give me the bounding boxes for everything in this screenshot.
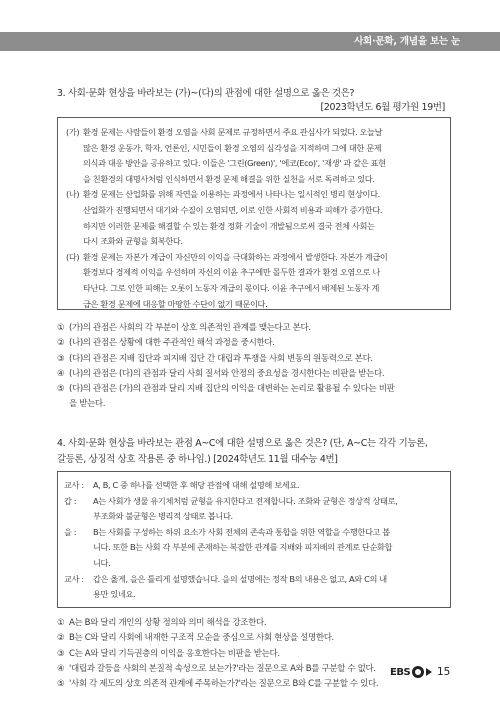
choice-text: (가)의 관점은 사회의 각 부분이 상호 의존적인 관계를 맺는다고 본다.: [69, 323, 311, 333]
dialogue-line: 니다. 또한 B는 사회 각 부분에 존재하는 복잡한 관계를 지배와 피지배의 관계로 단순화합: [93, 542, 393, 553]
choice-3[interactable]: [57, 647, 378, 662]
question-3-passage-box: [57, 117, 451, 310]
dialogue-line: 부조화와 불균형은 병리적 상태로 봅니다.: [93, 511, 233, 522]
passage-line: 의식과 대응 방안을 공유하고 있다. 이들은 '그린(Green)', '에코(Eco)', '재생' 과 같은 표현: [83, 158, 386, 169]
passage-line: 산업화가 진행되면서 대기와 수질이 오염되면, 이로 인한 사회적 비용과 피해가 증가한다.: [83, 204, 383, 215]
passage-da: [66, 250, 450, 312]
ebs-logo: [390, 665, 432, 679]
choice-number: ④: [57, 368, 65, 379]
speaker-label: 을 :: [64, 526, 77, 537]
choice-text: B는 C와 달리 사회에 내재한 구조적 모순을 중심으로 사회 현상을 설명한다.: [69, 633, 334, 644]
choice-4[interactable]: [57, 367, 394, 382]
speaker-label: 갑 :: [64, 495, 77, 506]
passage-line: 타난다. 그로 인한 피해는 오롯이 노동자 계급의 몫이다. 이윤 추구에서 배제된 노동자 계: [83, 282, 380, 293]
question-4-choices: [57, 616, 378, 692]
choice-3[interactable]: [57, 352, 394, 367]
passage-line: 하지만 이러한 문제를 해결할 수 있는 환경 정화 기술이 개발됨으로써 결국 전체 사회는: [83, 220, 375, 231]
choice-1[interactable]: [57, 616, 378, 631]
question-4-dialogue-box: [57, 471, 451, 608]
ebs-logo-text: EBS: [390, 666, 411, 678]
dialogue-line: 니다.: [93, 557, 111, 568]
page-number: 15: [437, 666, 451, 678]
choice-5[interactable]: [57, 677, 378, 692]
passage-line: 환경보다 경제적 이익을 우선하며 자신의 이윤 추구에만 몰두한 결과가 환경 오염으로 나: [83, 267, 380, 278]
choice-text: C는 A와 달리 기득권층의 이익을 옹호한다는 비판을 받는다.: [69, 648, 280, 659]
choice-text: '사회 각 제도의 상호 의존적 관계에 주목하는가?'라는 질문으로 B와 C를 구분할 수 있다.: [69, 679, 379, 690]
passage-line: 급은 환경 문제에 대응할 마땅한 수단이 없기 때문이다.: [83, 298, 268, 309]
question-3-title: 3. 사회·문화 현상을 바라보는 (가)~(다)의 관점에 대한 설명으로 옳은 것은?: [57, 88, 355, 99]
dialogue-line: B는 사회를 구성하는 하위 요소가 사회 전체의 존속과 통합을 위한 역할을 수행한다고 봅: [93, 526, 390, 537]
passage-line: 환경 문제는 자본가 계급이 자신만의 이익을 극대화하는 과정에서 발생한다. 자본가 계급이: [83, 251, 388, 262]
choice-text: (다)의 관점은 지배 집단과 피지배 집단 간 대립과 투쟁을 사회 변동의 원동력으로 본다.: [69, 353, 373, 364]
choice-text: (나)의 관점은 (다)의 관점과 달리 사회 질서와 안정의 중요성을 경시한다는 비판을 받는다.: [69, 368, 385, 379]
dialogue-teacher-1: [64, 478, 450, 494]
dialogue-line: A, B, C 중 하나를 선택한 후 해당 관점에 대해 설명해 보세요.: [93, 480, 300, 490]
passage-ga: [66, 125, 450, 187]
dialogue-line: 갑은 옳게, 을은 틀리게 설명했습니다. 을의 설명에는 정작 B의 내용은 없고, A와 C의 내: [93, 573, 387, 584]
choice-text: '대립과 갈등을 사회의 본질적 속성으로 보는가?'라는 질문으로 A와 B를 구분할 수 없다.: [69, 663, 376, 674]
choice-5[interactable]: [57, 382, 394, 413]
passage-lead: (나): [66, 189, 80, 200]
choice-2[interactable]: [57, 631, 378, 646]
dialogue-gap: [64, 494, 450, 525]
choice-text: A는 B와 달리 개인의 상황 정의와 의미 해석을 강조한다.: [69, 618, 267, 628]
passage-lead: (가): [66, 127, 80, 137]
question-3-choices: [57, 321, 394, 413]
passage-line: 을 친환경의 대명사처럼 인식하면서 환경 문제 해결을 위한 실천을 서로 독려하고 있다.: [83, 173, 375, 184]
question-4-title-line: 4. 사회·문화 현상을 바라보는 관점 A~C에 대한 설명으로 옳은 것은? (단, A~C는 각각 기능론,: [57, 438, 428, 449]
ebs-logo-play-icon: [426, 668, 432, 676]
section-title: 사회·문화, 개념을 보는 눈: [354, 36, 460, 47]
header-bar: [0, 32, 500, 51]
ebs-logo-circle-icon: [412, 666, 424, 678]
choice-4[interactable]: [57, 662, 378, 677]
passage-line: 많은 환경 운동가, 학자, 언론인, 시민들이 환경 오염의 심각성을 지적하며 그에 대한 문제: [83, 142, 382, 153]
dialogue-line: A는 사회가 생물 유기체처럼 균형을 유지한다고 전제합니다. 조화와 균형은 정상적 상태로,: [93, 495, 398, 506]
dialogue-eul: [64, 525, 450, 572]
choice-2[interactable]: [57, 336, 394, 351]
choice-number: ③: [57, 353, 65, 364]
choice-number: ⑤: [57, 679, 65, 690]
question-4-title-line: 갈등론, 상징적 상호 작용론 중 하나임.) [2024학년도 11월 대수능 4번]: [57, 453, 338, 465]
choice-text: (나)의 관점은 상황에 대한 주관적인 해석 과정을 중시한다.: [69, 338, 275, 349]
choice-text: 을 받는다.: [69, 399, 106, 410]
passage-line: 환경 문제는 산업화를 위해 자연을 이용하는 과정에서 나타나는 일시적인 병리 현상이다.: [83, 189, 380, 200]
choice-text: (다)의 관점은 (가)의 관점과 달리 지배 집단의 이익을 대변하는 논리로 활용될 수 있다는 비판: [69, 384, 395, 395]
dialogue-teacher-2: [64, 572, 450, 603]
choice-number: ①: [57, 618, 65, 628]
passage-line: 환경 문제는 사람들이 환경 오염을 사회 문제로 규정하면서 주요 관심사가 되었다. 오늘날: [83, 127, 383, 137]
choice-number: ⑤: [57, 384, 65, 395]
dialogue-line: 용만 있네요.: [93, 589, 136, 600]
passage-line: 다시 조화와 균형을 회복한다.: [83, 236, 183, 247]
passage-na: [66, 187, 450, 249]
choice-number: ①: [57, 323, 65, 333]
choice-number: ②: [57, 338, 65, 349]
choice-number: ②: [57, 633, 65, 644]
speaker-label: 교사 :: [64, 573, 84, 584]
speaker-label: 교사 :: [64, 480, 84, 490]
choice-1[interactable]: [57, 321, 394, 336]
question-4-title: [57, 436, 447, 467]
choice-number: ④: [57, 663, 65, 674]
passage-lead: (다): [66, 251, 80, 262]
choice-number: ③: [57, 648, 65, 659]
question-3-source: [2023학년도 6월 평가원 19번]: [320, 102, 445, 113]
